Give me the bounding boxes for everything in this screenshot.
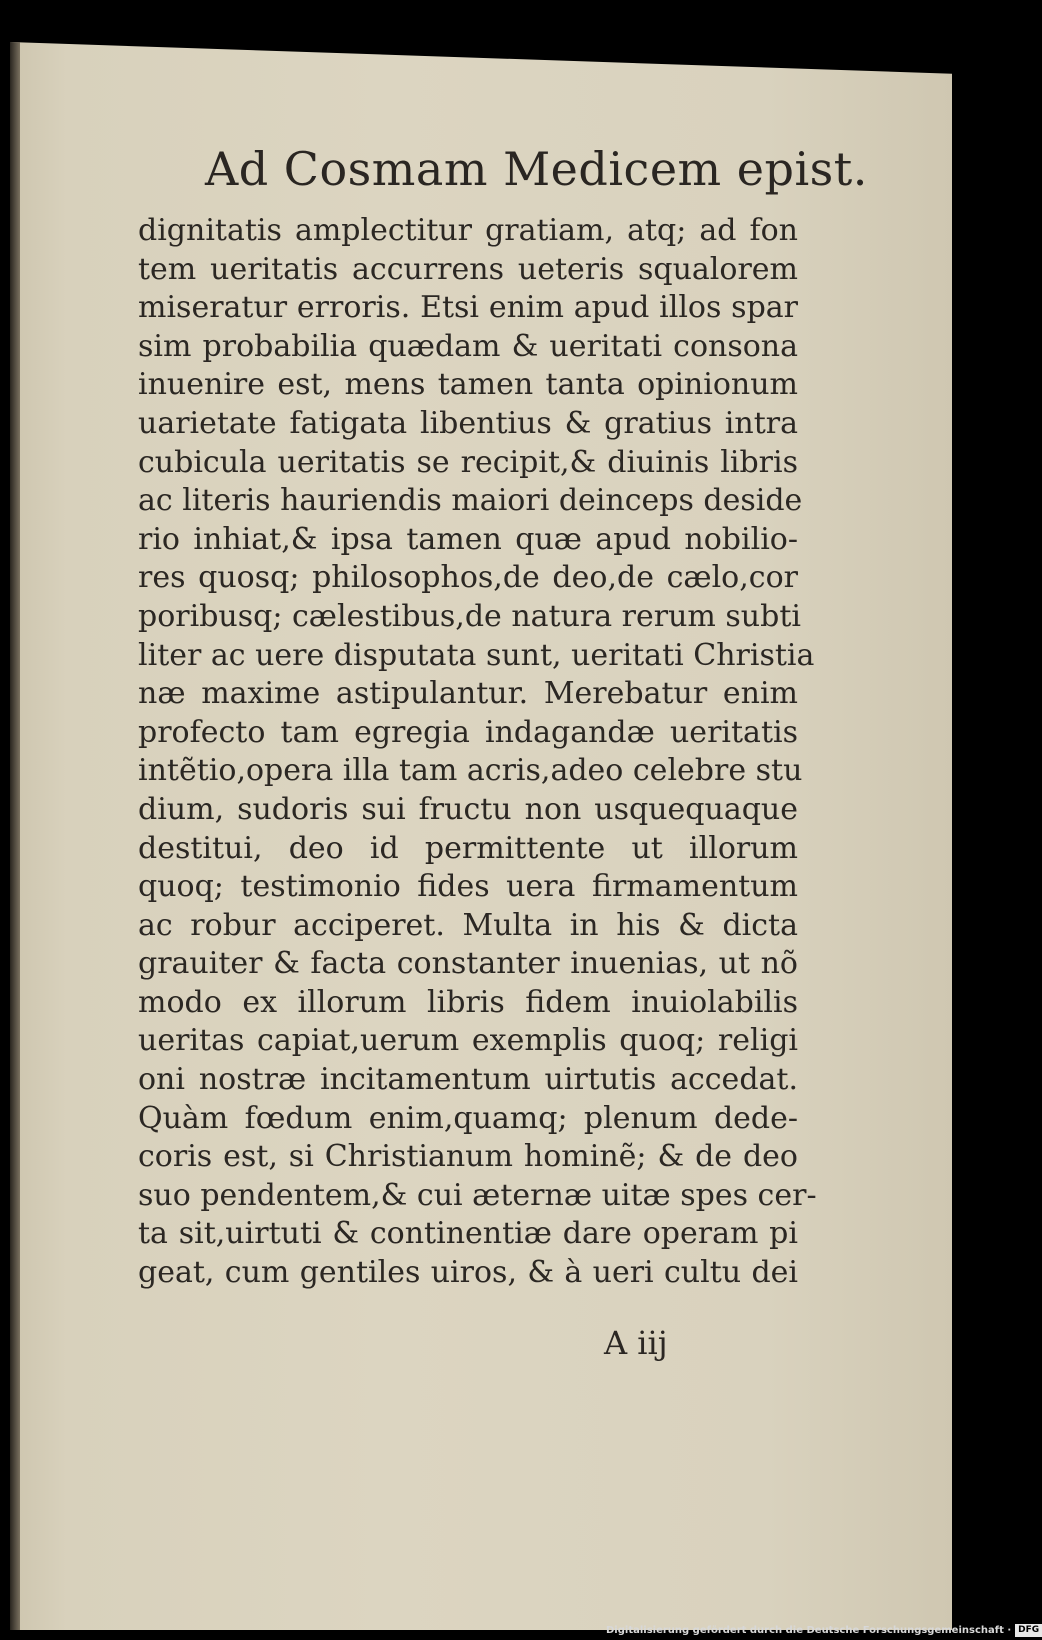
text-line: profecto tam egregia indagandæ ueritatis <box>138 714 798 750</box>
text-line: dignitatis amplectitur gratiam, atq; ad fon <box>138 213 798 248</box>
text-line: destitui, deo id permittente ut illorum <box>138 830 798 866</box>
text-line: ac literis hauriendis maiori deinceps deside <box>138 483 803 519</box>
text-line: sim probabilia quædam & ueritati consona <box>138 328 798 364</box>
text-line: ac robur acciperet. Multa in his & dicta <box>138 907 798 943</box>
dfg-logo-icon: DFG <box>1015 1624 1042 1637</box>
text-line: liter ac uere disputata sunt, ueritati Christia <box>138 637 815 673</box>
text-line: tem ueritatis accurrens ueteris squalorem <box>138 251 798 287</box>
signature-mark: A iij <box>604 1324 668 1362</box>
text-line: dium, sudoris sui fructu non usquequaque <box>138 791 798 827</box>
text-line: coris est, si Christianum hominẽ; & de deo <box>138 1139 798 1175</box>
text-line: oni nostræ incitamentum uirtutis accedat. <box>138 1062 798 1098</box>
text-line: intẽtio,opera illa tam acris,adeo celebre stu <box>138 753 803 789</box>
running-header: Ad Cosmam Medicem epist. <box>205 142 868 196</box>
text-line: suo pendentem,& cui æternæ uitæ spes cer- <box>138 1177 817 1213</box>
text-line: miseratur erroris. Etsi enim apud illos spar <box>138 290 798 326</box>
text-line: cubicula ueritatis se recipit,& diuinis libris <box>138 444 798 480</box>
text-line: res quosq; philosophos,de deo,de cælo,cor <box>138 560 798 596</box>
digitization-footer <box>606 1622 1042 1638</box>
page-spine-shadow <box>10 42 20 1630</box>
text-line: quoq; testimonio fides uera firmamentum <box>138 869 798 905</box>
text-line: uarietate fatigata libentius & gratius intra <box>138 405 798 441</box>
body-text <box>138 212 817 1293</box>
text-line: Quàm fœdum enim,quamq; plenum dede- <box>138 1100 798 1136</box>
text-line: rio inhiat,& ipsa tamen quæ apud nobilio- <box>138 521 798 557</box>
text-line: grauiter & facta constanter inuenias, ut nõ <box>138 946 798 982</box>
text-line: poribusq; cælestibus,de natura rerum subti <box>138 598 801 634</box>
text-line: ueritas capiat,uerum exemplis quoq; religi <box>138 1023 798 1059</box>
text-line: geat, cum gentiles uiros, & à ueri cultu dei <box>138 1255 798 1291</box>
text-line: modo ex illorum libris fidem inuiolabilis <box>138 984 798 1020</box>
text-line: næ maxime astipulantur. Merebatur enim <box>138 676 798 712</box>
text-line: inuenire est, mens tamen tanta opinionum <box>138 367 798 403</box>
footer-credit: Digitalisierung gefördert durch die Deutsche Forschungsgemeinschaft · <box>606 1624 1012 1636</box>
text-line: ta sit,uirtuti & continentiæ dare operam pi <box>138 1216 798 1252</box>
